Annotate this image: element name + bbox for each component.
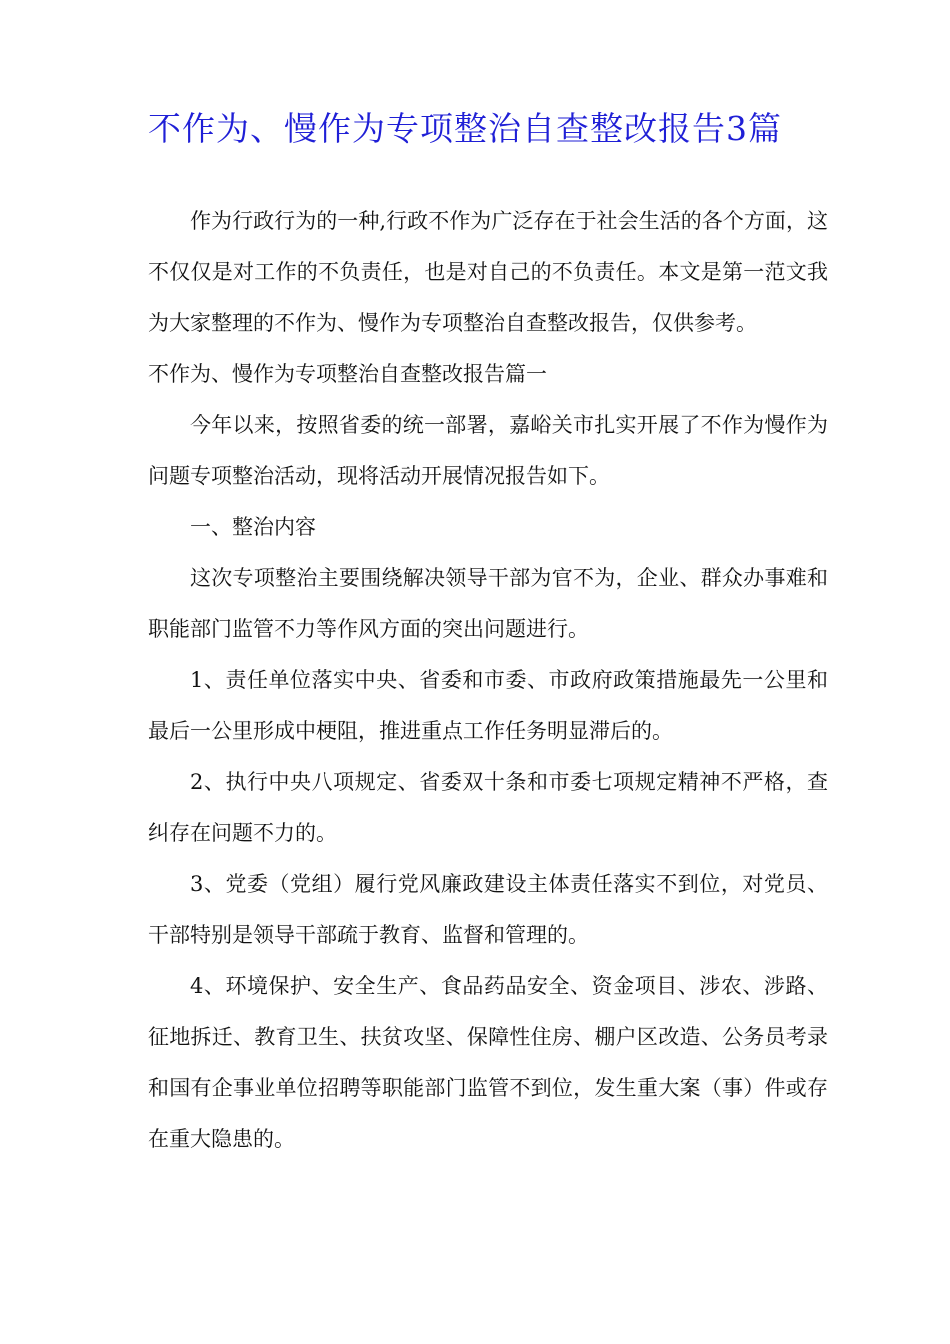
paragraph-overview: 今年以来，按照省委的统一部署，嘉峪关市扎实开展了不作为慢作为问题专项整治活动，现将活动开展情况报告如下。 <box>148 413 828 488</box>
list-item-3: 3、党委（党组）履行党风廉政建设主体责任落实不到位，对党员、干部特别是领导干部疏于教育、监督和管理的。 <box>148 872 828 947</box>
list-item-2: 2、执行中央八项规定、省委双十条和市委七项规定精神不严格，查纠存在问题不力的。 <box>148 770 828 845</box>
paragraph-intro: 作为行政行为的一种,行政不作为广泛存在于社会生活的各个方面，这不仅仅是对工作的不负责任，也是对自己的不负责任。本文是第一范文我为大家整理的不作为、慢作为专项整治自查整改报告，仅供参考。 <box>148 209 828 335</box>
document-body <box>148 196 828 1165</box>
document-title: 不作为、慢作为专项整治自查整改报告3篇 <box>148 109 782 148</box>
subheading-rectification-content: 一、整治内容 <box>190 515 316 539</box>
list-item-1: 1、责任单位落实中央、省委和市委、市政府政策措施最先一公里和最后一公里形成中梗阻，推进重点工作任务明显滞后的。 <box>148 668 828 743</box>
section-heading-part-one: 不作为、慢作为专项整治自查整改报告篇一 <box>148 362 547 386</box>
list-item-4: 4、环境保护、安全生产、食品药品安全、资金项目、涉农、涉路、征地拆迁、教育卫生、扶贫攻坚、保障性住房、棚户区改造、公务员考录和国有企事业单位招聘等职能部门监管不到位，发生重大案（事）件或存在重大隐患的。 <box>148 974 828 1151</box>
paragraph-scope: 这次专项整治主要围绕解决领导干部为官不为，企业、群众办事难和职能部门监管不力等作风方面的突出问题进行。 <box>148 566 828 641</box>
